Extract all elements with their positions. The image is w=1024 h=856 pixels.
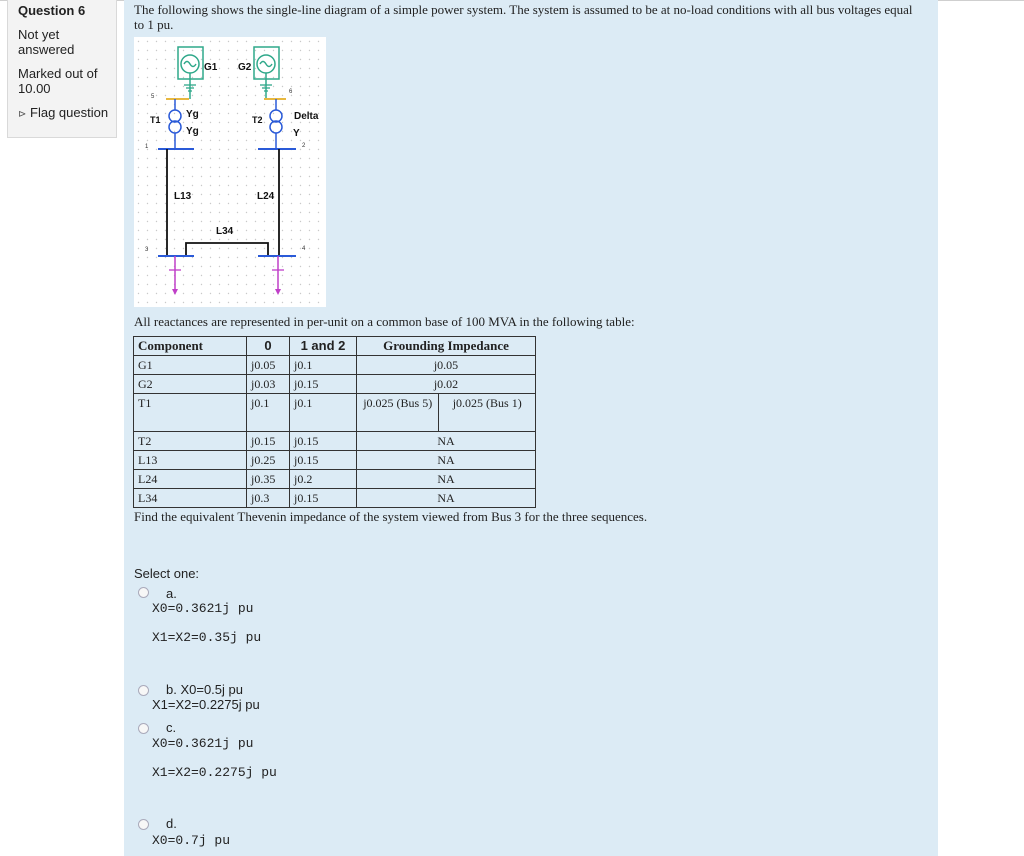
option-a-line1: X0=0.3621j pu bbox=[152, 601, 254, 616]
cell-grounding-bus1: j0.025 (Bus 1) bbox=[439, 394, 536, 432]
cell-component: G2 bbox=[134, 375, 247, 394]
cell-zero: j0.35 bbox=[247, 470, 290, 489]
question-intro-text: The following shows the single-line diagram of a simple power system. The system is assumed to be at no-load conditions with all bus voltages equal to 1 pu. bbox=[134, 2, 913, 32]
cell-zero: j0.3 bbox=[247, 489, 290, 508]
flag-question-button[interactable] bbox=[18, 105, 116, 122]
option-d-letter: d. bbox=[166, 816, 177, 831]
cell-pos: j0.15 bbox=[290, 489, 357, 508]
question-grade: Marked out of 10.00 bbox=[18, 66, 98, 96]
question-content bbox=[124, 0, 938, 856]
reactances-intro: All reactances are represented in per-unit on a common base of 100 MVA in the following table: bbox=[134, 314, 635, 329]
t1-label: T1 bbox=[150, 115, 161, 125]
t2-secondary-connection: Y bbox=[293, 128, 300, 139]
header-positive-negative: 1 and 2 bbox=[290, 337, 357, 356]
select-one-label: Select one: bbox=[134, 566, 200, 581]
header-component: Component bbox=[134, 337, 247, 356]
option-c-line1: X0=0.3621j pu bbox=[152, 736, 254, 751]
g1-label: G1 bbox=[204, 62, 218, 73]
single-line-diagram bbox=[134, 37, 326, 307]
cell-pos: j0.1 bbox=[290, 394, 357, 432]
bus-1-label: 1 bbox=[145, 144, 149, 150]
l13-label: L13 bbox=[174, 191, 192, 202]
cell-component: L13 bbox=[134, 451, 247, 470]
flag-icon: ⊳ bbox=[18, 109, 27, 120]
option-b-radio[interactable] bbox=[138, 685, 149, 696]
table-row bbox=[134, 489, 536, 508]
cell-zero: j0.05 bbox=[247, 356, 290, 375]
cell-grounding: NA bbox=[357, 489, 536, 508]
option-c-letter: c. bbox=[166, 720, 177, 735]
t1-primary-connection: Yg bbox=[186, 109, 199, 120]
cell-pos: j0.2 bbox=[290, 470, 357, 489]
option-b-line1: b. X0=0.5j pu bbox=[166, 682, 243, 697]
cell-component: T1 bbox=[134, 394, 247, 432]
bus-5-label: 5 bbox=[151, 94, 155, 100]
cell-pos: j0.1 bbox=[290, 356, 357, 375]
option-c-line2: X1=X2=0.2275j pu bbox=[152, 765, 277, 780]
bus-3-label: 3 bbox=[145, 247, 149, 253]
cell-component: T2 bbox=[134, 432, 247, 451]
cell-zero: j0.1 bbox=[247, 394, 290, 432]
table-row bbox=[134, 432, 536, 451]
option-a-line2: X1=X2=0.35j pu bbox=[152, 630, 262, 645]
option-b-line2: X1=X2=0.2275j pu bbox=[152, 697, 260, 712]
table-row bbox=[134, 394, 536, 432]
g2-label: G2 bbox=[238, 62, 252, 73]
cell-grounding: NA bbox=[357, 470, 536, 489]
question-info-panel bbox=[7, 0, 117, 138]
t1-secondary-connection: Yg bbox=[186, 126, 199, 137]
cell-zero: j0.03 bbox=[247, 375, 290, 394]
cell-grounding: NA bbox=[357, 432, 536, 451]
table-row bbox=[134, 356, 536, 375]
option-a-radio[interactable] bbox=[138, 587, 149, 598]
table-row bbox=[134, 375, 536, 394]
cell-pos: j0.15 bbox=[290, 451, 357, 470]
bus-4-label: 4 bbox=[302, 246, 306, 252]
option-d-line1: X0=0.7j pu bbox=[152, 833, 231, 848]
table-row bbox=[134, 470, 536, 489]
option-d-radio[interactable] bbox=[138, 819, 149, 830]
t2-label: T2 bbox=[252, 115, 263, 125]
question-state: Not yet answered bbox=[18, 27, 75, 57]
cell-grounding-bus5: j0.025 (Bus 5) bbox=[357, 394, 439, 432]
cell-component: L34 bbox=[134, 489, 247, 508]
cell-pos: j0.15 bbox=[290, 375, 357, 394]
bus-2-label: 2 bbox=[302, 143, 306, 149]
header-zero-sequence: 0 bbox=[247, 337, 290, 356]
cell-grounding: j0.05 bbox=[357, 356, 536, 375]
flag-question-label: Flag question bbox=[30, 105, 109, 120]
l24-label: L24 bbox=[257, 191, 275, 202]
component-table bbox=[133, 336, 536, 508]
table-row bbox=[134, 451, 536, 470]
cell-grounding: j0.02 bbox=[357, 375, 536, 394]
cell-pos: j0.15 bbox=[290, 432, 357, 451]
table-header-row bbox=[134, 337, 536, 356]
t2-primary-connection: Delta bbox=[294, 111, 319, 122]
cell-zero: j0.15 bbox=[247, 432, 290, 451]
header-grounding: Grounding Impedance bbox=[357, 337, 536, 356]
question-number: Question 6 bbox=[18, 3, 86, 18]
cell-component: L24 bbox=[134, 470, 247, 489]
l34-label: L34 bbox=[216, 226, 234, 237]
question-find-text: Find the equivalent Thevenin impedance of the system viewed from Bus 3 for the three sequences. bbox=[134, 509, 648, 524]
cell-grounding: NA bbox=[357, 451, 536, 470]
option-a-letter: a. bbox=[166, 586, 177, 601]
cell-zero: j0.25 bbox=[247, 451, 290, 470]
cell-component: G1 bbox=[134, 356, 247, 375]
option-c-radio[interactable] bbox=[138, 723, 149, 734]
bus-6-label: 6 bbox=[289, 89, 293, 95]
